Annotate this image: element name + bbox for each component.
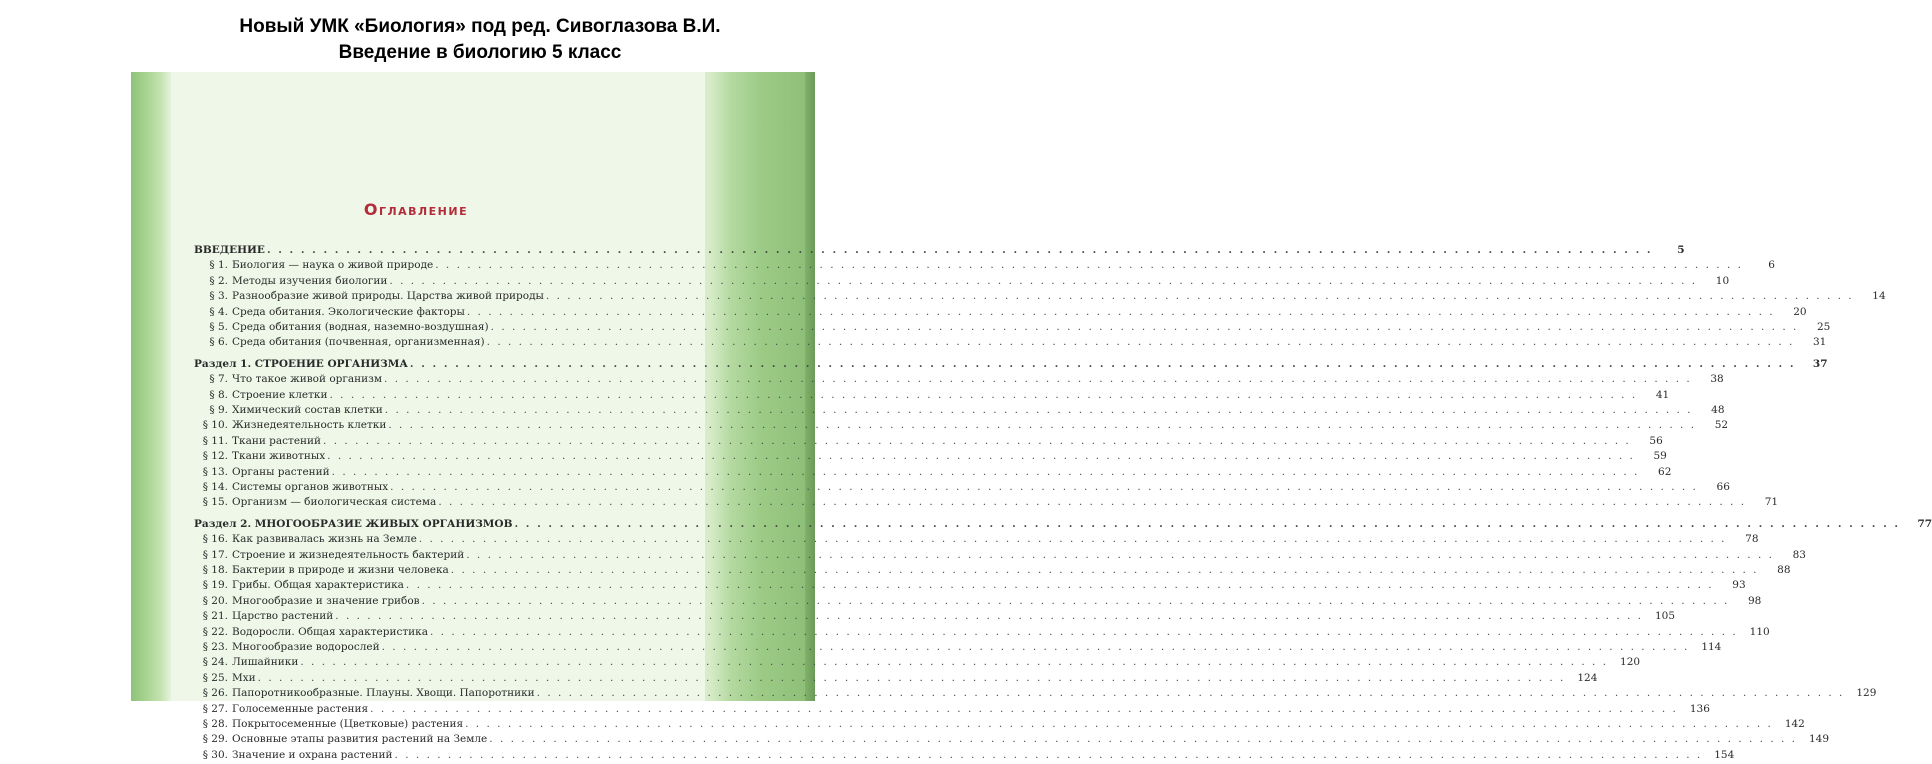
toc-item-number: § 6. — [209, 336, 228, 349]
toc-dot-leader — [430, 626, 1738, 638]
toc-item-title: Жизнедеятельность клетки — [232, 419, 387, 432]
toc-item-title: Методы изучения биологии — [232, 274, 388, 287]
toc-dot-leader — [537, 687, 1845, 699]
toc-item-page: 56 — [1649, 434, 1663, 447]
toc-item-number: § 7. — [209, 373, 228, 386]
toc-item-number: § 24. — [202, 656, 228, 669]
toc-item-page: 37 — [1812, 357, 1828, 370]
toc-item-page: 93 — [1732, 579, 1746, 592]
toc-dot-leader — [514, 518, 1900, 530]
toc-item-row — [194, 656, 1641, 671]
toc-item-number: § 21. — [202, 610, 228, 623]
toc-item-number: § 20. — [202, 594, 228, 607]
toc-item-row — [194, 548, 1806, 564]
toc-dot-leader — [410, 358, 1796, 370]
toc-item-number: § 1. — [209, 259, 228, 272]
toc-item-page: 52 — [1714, 419, 1729, 432]
toc-item-row — [194, 702, 1710, 718]
toc-item-page: 66 — [1716, 481, 1730, 493]
toc-item-page: 88 — [1777, 564, 1791, 576]
toc-item-number: § 9. — [209, 404, 228, 416]
toc-item-title: Бактерии в природе и жизни человека — [232, 564, 449, 576]
toc-item-page: 136 — [1689, 702, 1710, 715]
toc-dot-leader — [370, 703, 1678, 715]
toc-item-page: 83 — [1792, 548, 1806, 561]
toc-item-row — [194, 290, 1886, 305]
toc-item-number: § 4. — [209, 305, 228, 318]
toc-dot-leader — [487, 336, 1795, 348]
toc-item-row — [194, 579, 1746, 594]
toc-dot-leader — [389, 275, 1697, 287]
toc-item-title: Организм — биологическая система — [232, 496, 437, 509]
toc-item-row — [194, 687, 1877, 702]
toc-item-page: 154 — [1714, 748, 1735, 761]
slide-title — [0, 14, 960, 66]
toc-heading: Оглавление — [363, 200, 469, 219]
toc-item-row — [194, 564, 1791, 579]
toc-item-row — [194, 274, 1730, 290]
toc-item-number: § 28. — [202, 718, 228, 730]
toc-item-number: § 14. — [202, 481, 228, 493]
toc-dot-leader — [395, 749, 1703, 761]
toc-item-title: Раздел 2. МНОГООБРАЗИЕ ЖИВЫХ ОРГАНИЗМОВ — [194, 517, 513, 530]
toc-dot-leader — [382, 641, 1690, 653]
toc-item-row — [194, 388, 1670, 404]
toc-dot-leader — [451, 564, 1759, 576]
toc-item-title: Мхи — [232, 671, 256, 684]
toc-section-row — [194, 357, 1828, 373]
toc-item-title: Химический состав клетки — [232, 404, 383, 416]
toc-item-row — [194, 594, 1762, 610]
toc-item-title: Папоротникообразные. Плауны. Хвощи. Папоротники — [232, 687, 535, 700]
toc-dot-leader — [435, 259, 1743, 271]
toc-item-title: Биология — наука о живой природе — [232, 259, 434, 272]
toc-item-page: 149 — [1808, 733, 1830, 746]
toc-item-row — [194, 321, 1831, 336]
toc-item-row — [194, 465, 1672, 481]
toc-item-row — [194, 733, 1830, 748]
toc-item-number: § 19. — [202, 579, 228, 592]
toc-item-page: 110 — [1749, 625, 1770, 638]
toc-item-number: § 30. — [202, 748, 228, 761]
slide-title-line1: Новый УМК «Биология» под ред. Сивоглазова В.И. — [239, 16, 721, 37]
toc-item-page: 14 — [1872, 290, 1886, 303]
toc-item-title: Что такое живой организм — [232, 373, 383, 386]
toc-item-page: 71 — [1764, 496, 1779, 509]
toc-item-title: Лишайники — [232, 656, 299, 669]
toc-dot-leader — [390, 481, 1698, 493]
toc-section-row — [194, 244, 1685, 259]
toc-dot-leader — [335, 610, 1643, 622]
toc-item-title: Голосеменные растения — [232, 702, 369, 715]
toc-dot-leader — [491, 321, 1799, 333]
toc-item-number: § 26. — [202, 687, 228, 700]
toc-dot-leader — [406, 579, 1714, 591]
toc-item-number: § 27. — [202, 702, 228, 715]
toc-item-title: Водоросли. Общая характеристика — [232, 625, 428, 638]
toc-item-number: § 5. — [209, 321, 228, 333]
toc-dot-leader — [323, 435, 1631, 447]
toc-item-title: Грибы. Общая характеристика — [232, 579, 404, 592]
toc-item-row — [194, 404, 1725, 419]
toc-item-title: Ткани растений — [232, 434, 322, 447]
toc-dot-leader — [467, 306, 1775, 318]
toc-dot-leader — [422, 595, 1730, 607]
toc-item-title: Царство растений — [232, 610, 334, 623]
toc-item-title: Покрытосеменные (Цветковые) растения — [232, 718, 464, 730]
toc-item-number: § 17. — [202, 548, 228, 561]
toc-item-title: Основные этапы развития растений на Земле — [232, 733, 488, 746]
toc-item-row — [194, 481, 1730, 496]
toc-item-number: § 23. — [202, 641, 228, 653]
toc-item-row — [194, 450, 1667, 465]
toc-item-number: § 15. — [202, 496, 228, 509]
toc-item-number: § 3. — [209, 290, 228, 303]
toc-dot-leader — [258, 672, 1566, 684]
toc-item-title: Ткани животных — [232, 450, 326, 463]
toc-item-page: 10 — [1715, 274, 1730, 287]
toc-item-page: 6 — [1768, 259, 1775, 272]
toc-item-row — [194, 373, 1724, 388]
toc-dot-leader — [384, 373, 1692, 385]
toc-item-title: Среда обитания (водная, наземно-воздушная) — [232, 321, 489, 333]
toc-item-page: 129 — [1856, 687, 1877, 700]
toc-item-title: Строение и жизнедеятельность бактерий — [232, 548, 465, 561]
toc-dot-leader — [419, 533, 1727, 545]
toc-item-number: § 12. — [202, 450, 228, 463]
toc-item-page: 78 — [1745, 533, 1759, 546]
toc-dot-leader — [327, 450, 1635, 462]
toc-item-row — [194, 305, 1807, 321]
toc-item-title: Системы органов животных — [232, 481, 389, 493]
toc-item-title: Среда обитания. Экологические факторы — [232, 305, 465, 318]
toc-item-title: Строение клетки — [232, 388, 328, 401]
toc-dot-leader — [489, 733, 1797, 745]
toc-item-row — [194, 419, 1729, 434]
toc-item-number: § 11. — [202, 434, 228, 447]
toc-dot-leader — [329, 389, 1637, 401]
scanned-contents-page — [131, 72, 1932, 761]
toc-dot-leader — [332, 466, 1640, 478]
toc-item-title: Многообразие водорослей — [232, 641, 380, 653]
toc-item-row — [194, 641, 1722, 656]
toc-item-number: § 25. — [202, 671, 228, 684]
toc-item-row — [194, 748, 1735, 764]
toc-item-row — [194, 336, 1827, 351]
toc-item-row — [194, 259, 1775, 274]
toc-dot-leader — [466, 549, 1774, 561]
toc-item-row — [194, 625, 1770, 641]
toc-item-row — [194, 671, 1598, 687]
toc-item-page: 59 — [1653, 450, 1667, 463]
toc-item-page: 20 — [1793, 305, 1807, 318]
toc-item-number: § 29. — [202, 733, 228, 746]
toc-section-row — [194, 517, 1932, 533]
toc-item-title: Разнообразие живой природы. Царства живой природы — [232, 290, 544, 303]
toc-item-number: § 10. — [202, 419, 228, 432]
toc-dot-leader — [465, 718, 1773, 730]
toc-item-row — [194, 610, 1676, 625]
toc-item-page: 120 — [1620, 656, 1641, 669]
toc-item-number: § 18. — [202, 564, 228, 576]
toc-item-page: 25 — [1817, 321, 1831, 333]
toc-item-page: 41 — [1655, 388, 1670, 401]
toc-dot-leader — [438, 496, 1746, 508]
toc-item-row — [194, 718, 1805, 733]
toc-item-page: 124 — [1577, 671, 1598, 684]
toc-item-page: 105 — [1654, 610, 1676, 623]
slide-title-line2: Введение в биологию 5 класс — [338, 42, 622, 63]
toc-item-page: 114 — [1701, 641, 1722, 653]
toc-item-page: 142 — [1784, 718, 1805, 730]
toc-item-title: Значение и охрана растений — [232, 748, 393, 761]
toc-item-row — [194, 434, 1663, 450]
toc-dot-leader — [388, 419, 1696, 431]
toc-item-number: § 22. — [202, 625, 228, 638]
toc-item-number: § 2. — [209, 274, 228, 287]
toc-item-page: 31 — [1813, 336, 1827, 349]
toc-item-page: 48 — [1711, 404, 1725, 416]
toc-dot-leader — [546, 290, 1854, 302]
toc-item-page: 38 — [1710, 373, 1724, 386]
toc-item-row — [194, 496, 1779, 511]
toc-item-title: Раздел 1. СТРОЕНИЕ ОРГАНИЗМА — [194, 357, 408, 370]
toc-dot-leader — [267, 244, 1653, 256]
toc-item-title: Среда обитания (почвенная, организменная) — [232, 336, 485, 349]
toc-item-page: 98 — [1747, 594, 1762, 607]
toc-item-title: Многообразие и значение грибов — [232, 594, 420, 607]
toc-item-number: § 16. — [202, 533, 228, 546]
toc-item-title: Органы растений — [232, 465, 330, 478]
toc-item-number: § 8. — [209, 388, 228, 401]
toc-item-number: § 13. — [202, 465, 228, 478]
toc-item-title: ВВЕДЕНИЕ — [194, 244, 265, 256]
toc-item-row — [194, 533, 1759, 548]
toc-item-title: Как развивалась жизнь на Земле — [232, 533, 417, 546]
toc-item-page: 5 — [1677, 244, 1685, 256]
toc-item-page: 62 — [1658, 465, 1672, 478]
toc-dot-leader — [385, 404, 1693, 416]
toc-item-page: 77 — [1917, 517, 1932, 530]
toc-dot-leader — [300, 656, 1608, 668]
